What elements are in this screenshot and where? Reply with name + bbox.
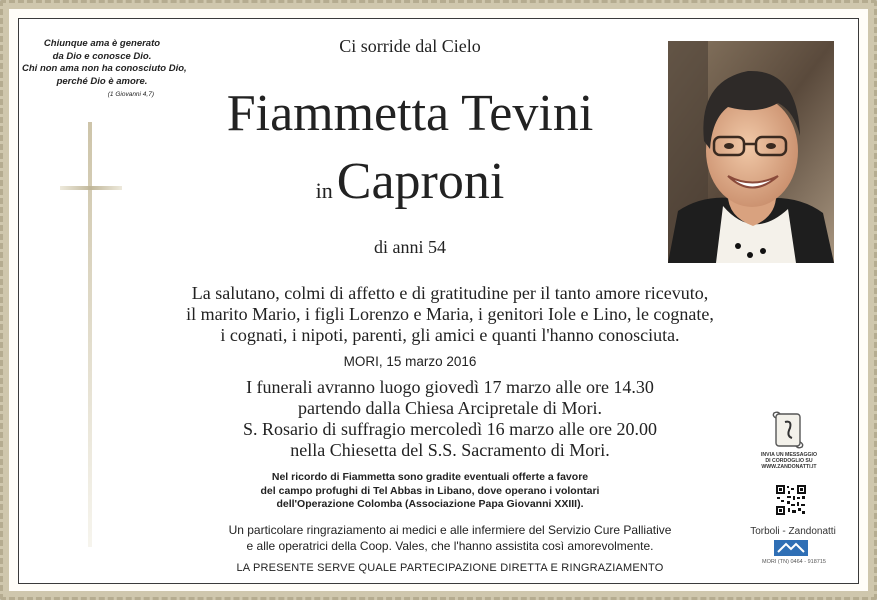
funeral-line: partendo dalla Chiesa Arcipretale di Mori. [298,398,602,418]
announcement-line: La salutano, colmi di affetto e di gratitudine per il tanto amore ricevuto, [191,283,709,303]
place-date: MORI, 15 marzo 2016 [343,354,477,369]
funeral-line: S. Rosario di suffragio mercoledì 16 marzo alle ore 20.00 [242,419,658,439]
age: di anni 54 [374,237,446,257]
footer-notice: LA PRESENTE SERVE QUALE PARTECIPAZIONE DIRETTA E RINGRAZIAMENTO [236,562,664,574]
qr-code-icon[interactable] [775,484,807,516]
cross-arm [60,186,122,190]
donation-line: dell'Operazione Colomba (Associazione Papa Giovanni XXIII). [276,498,584,510]
donation-note [190,471,670,512]
condolence-line: WWW.ZANDONATTI.IT [761,464,817,471]
funeral-home-name: Torboli - Zandonatti [750,526,836,537]
funeral-home-logo [774,540,808,556]
announcement-line: il marito Mario, i figli Lorenzo e Maria, i genitori Iole e Lino, le cognate, [186,304,714,324]
married-name [150,152,670,224]
funeral-line: nella Chiesetta del S.S. Sacramento di Mori. [290,440,610,460]
donation-line: Nel ricordo di Fiammetta sono gradite eventuali offerte a favore [271,471,589,483]
condolence-link[interactable] [757,452,821,471]
quote-line: perché Dio è amore. [56,75,148,87]
deceased-name: Fiammetta Tevini [226,85,594,142]
thanks-note [160,522,740,554]
family-announcement [140,283,760,346]
thanks-line: Un particolare ringraziamento ai medici e alle infermiere del Servizio Cure Palliative [228,523,672,537]
quote-line: Chiunque ama è generato [43,38,161,49]
married-surname: Caproni [336,153,505,210]
announcement-line: i cognati, i nipoti, parenti, gli amici e quanti l'hanno conosciuta. [220,325,680,345]
funeral-details [180,377,720,461]
portrait-image [668,41,834,263]
quote-reference: (1 Giovanni 4,7) [107,91,154,98]
thanks-line: e alle operatrici della Coop. Vales, che l'hanno assistita così amorevolmente. [246,539,654,553]
married-prefix: in [315,178,333,203]
condolence-line: DI CORDOGLIO SU [765,458,813,465]
quote-line: da Dio e conosce Dio. [52,50,152,62]
donation-line: del campo profughi di Tel Abbas in Libano, dove operano i volontari [260,484,600,497]
funeral-home-contact: MORI (TN) 0464 - 918715 [762,559,826,565]
quote-line: Chi non ama non ha conosciuto Dio, [22,63,187,74]
scroll-icon[interactable] [770,410,806,450]
heading: Ci sorride dal Cielo [339,36,481,56]
funeral-line: I funerali avranno luogo giovedì 17 marzo alle ore 14.30 [246,377,654,397]
portrait-photo [668,41,834,263]
condolence-line: INVIA UN MESSAGGIO [760,452,817,458]
